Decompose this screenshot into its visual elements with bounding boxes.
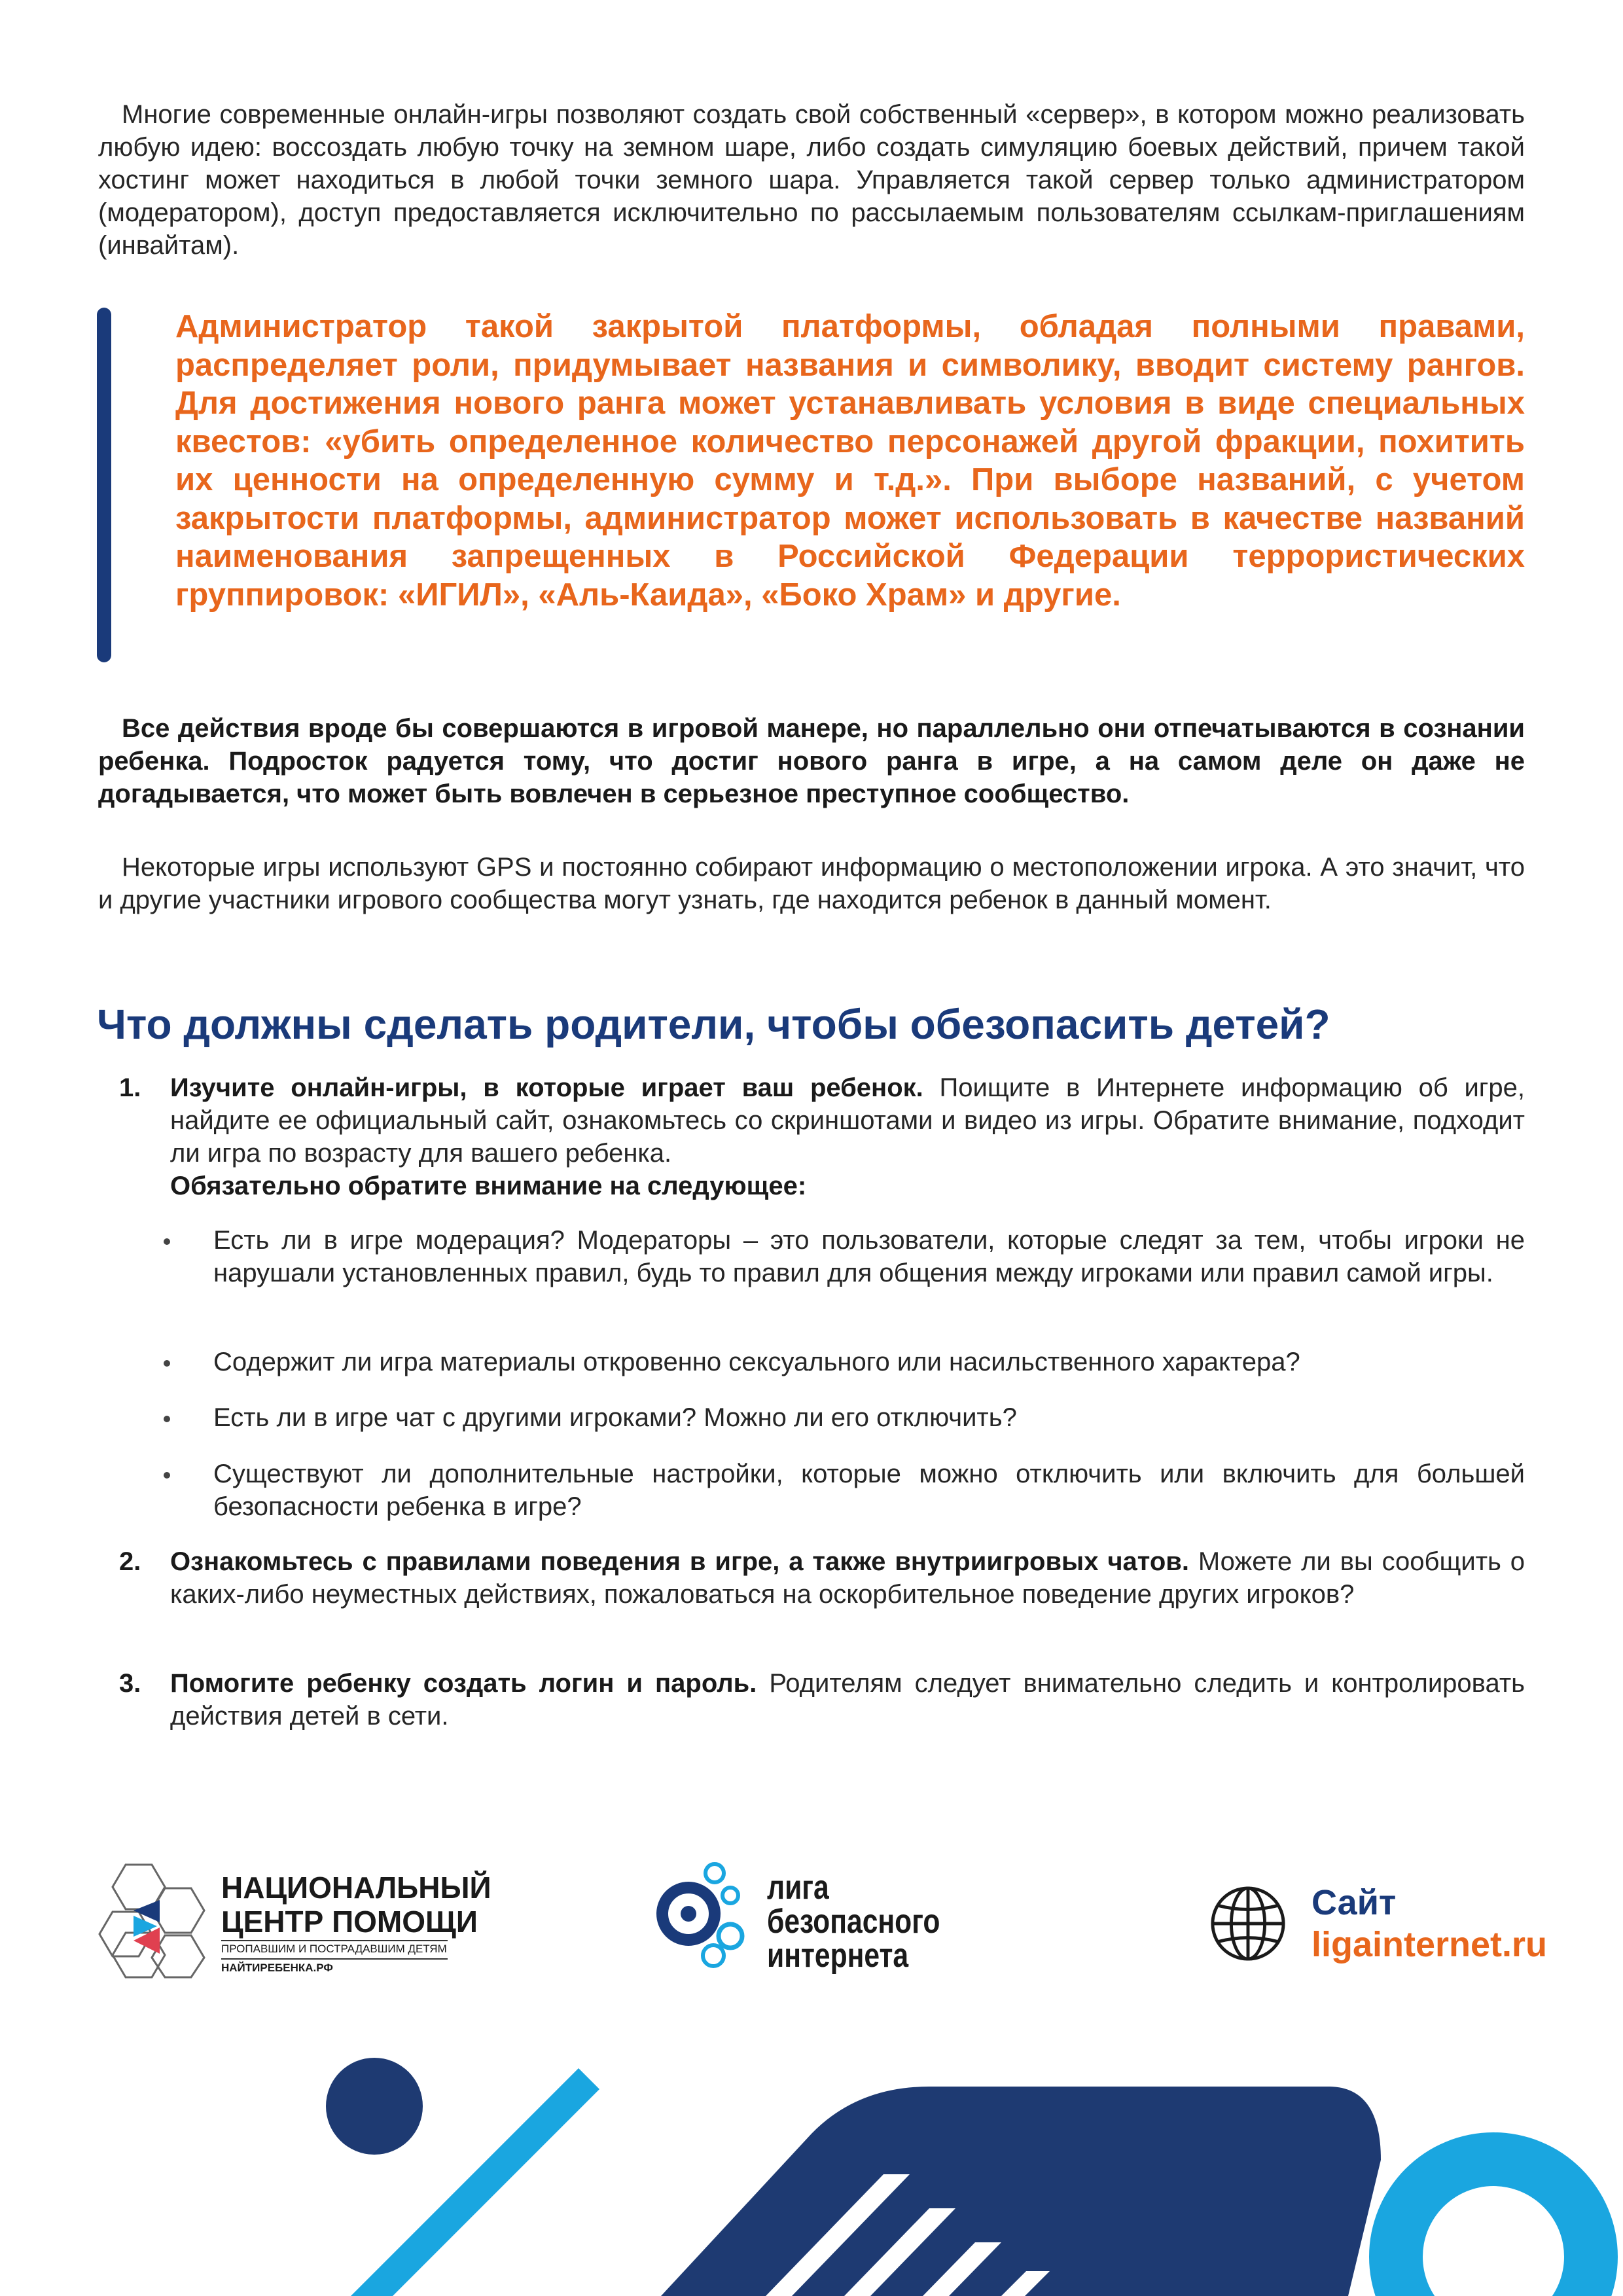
bullet-item: Есть ли в игре чат с другими игроками? Можно ли его отключить? [213, 1403, 1017, 1432]
bullet-icon [164, 1416, 170, 1422]
bullet-icon [164, 1360, 170, 1367]
liga-name-line3: интернета [767, 1937, 909, 1975]
list-item [170, 1071, 1525, 1202]
bullet-item: Есть ли в игре модерация? Модераторы – это пользователи, которые следят за тем, чтобы игроки не нарушали установленных правил, будь то правил для общения между игроками или правил самой игры. [213, 1226, 1525, 1287]
ncp-name-line2: ЦЕНТР ПОМОЩИ [221, 1905, 478, 1939]
hexagon-logo-icon [97, 1862, 207, 1980]
globe-icon [1209, 1885, 1287, 1962]
list-number: 2. [119, 1547, 141, 1576]
intro-paragraph: Многие современные онлайн-игры позволяют создать свой собственный «сервер», в котором можно реализовать любую идею: воссоздать любую точку на земном шаре, либо создать симуляцию боевых действий, причем такой хостинг может находиться в любой точки земного шара. Управляется такой сервер только администратором (модератором), доступ предоставляется исключительно по рассылаемым пользователям ссылкам-приглашениям (инвайтам). [98, 100, 1525, 260]
section-heading: Что должны сделать родители, чтобы обезопасить детей? [97, 1001, 1330, 1048]
ncp-url: НАЙТИРЕБЕНКА.РФ [221, 1962, 333, 1974]
list-item [170, 1667, 1525, 1732]
decorative-shapes [0, 2029, 1623, 2296]
bullet-icon [164, 1472, 170, 1479]
quote-accent-bar [97, 308, 111, 662]
gps-paragraph: Некоторые игры используют GPS и постоянно собирают информацию о местоположении игрока. А это значит, что и другие участники игрового сообщества могут узнать, где находится ребенок в данный момент. [98, 853, 1525, 914]
list-item-title: Помогите ребенку создать логин и пароль. [170, 1669, 757, 1698]
list-item-note: Обязательно обратите внимание на следующее: [170, 1172, 807, 1200]
list-item-title: Изучите онлайн-игры, в которые играет ваш ребенок. [170, 1073, 923, 1102]
list-item-text: Поищите в Интернете информацию об игре, найдите ее официальный сайт, ознакомьтесь со скриншотами и видео из игры. Обратите внимание, подходит ли игра по возрасту для вашего ребенка. [170, 1073, 1525, 1168]
bullet-item: Существуют ли дополнительные настройки, которые можно отключить или включить для большей безопасности ребенка в игре? [213, 1460, 1525, 1521]
list-item [170, 1545, 1525, 1611]
bullet-icon [164, 1238, 170, 1245]
ncp-subtitle: ПРОПАВШИМ И ПОСТРАДАВШИМ ДЕТЯМ [221, 1943, 447, 1955]
list-item-title: Ознакомьтесь с правилами поведения в игре, а также внутриигровых чатов. [170, 1547, 1190, 1576]
site-label: Сайт [1311, 1883, 1397, 1922]
list-number: 1. [119, 1073, 141, 1102]
liga-name-line2: безопасного [767, 1903, 940, 1941]
list-item-text: Родителям следует внимательно следить и контролировать действия детей в сети. [170, 1669, 1525, 1731]
ncp-divider [221, 1958, 448, 1960]
highlighted-quote: Администратор такой закрытой платформы, обладая полными правами, распределяет роли, придумывает названия и символику, вводит систему рангов. Для достижения нового ранга может устанавливать условия в виде специальных квестов: «убить определенное количество персонажей другой фракции, похитить их ценности на определенную сумму и т.д.». При выборе названий, с учетом закрытости платформы, администратор может использовать в качестве названий наименования запрещенных в Российской Федерации террористических группировок: «ИГИЛ», «Аль-Каида», «Боко Храм» и другие. [175, 309, 1525, 613]
bold-paragraph: Все действия вроде бы совершаются в игровой манере, но параллельно они отпечатываются в сознании ребенка. Подросток радуется тому, что достиг нового ранга в игре, а на самом деле он даже не догадывается, что может быть вовлечен в серьезное преступное сообщество. [98, 714, 1525, 808]
list-number: 3. [119, 1669, 141, 1698]
liga-name-line1: лига [767, 1869, 829, 1907]
site-link[interactable]: ligainternet.ru [1311, 1925, 1548, 1964]
bullet-item: Содержит ли игра материалы откровенно сексуального или насильственного характера? [213, 1348, 1300, 1376]
ncp-name-line1: НАЦИОНАЛЬНЫЙ [221, 1871, 491, 1905]
liga-circles-logo-icon [654, 1859, 753, 1977]
list-item-text: Можете ли вы сообщить о каких-либо неуместных действиях, пожаловаться на оскорбительное поведение других игроков? [170, 1547, 1525, 1609]
